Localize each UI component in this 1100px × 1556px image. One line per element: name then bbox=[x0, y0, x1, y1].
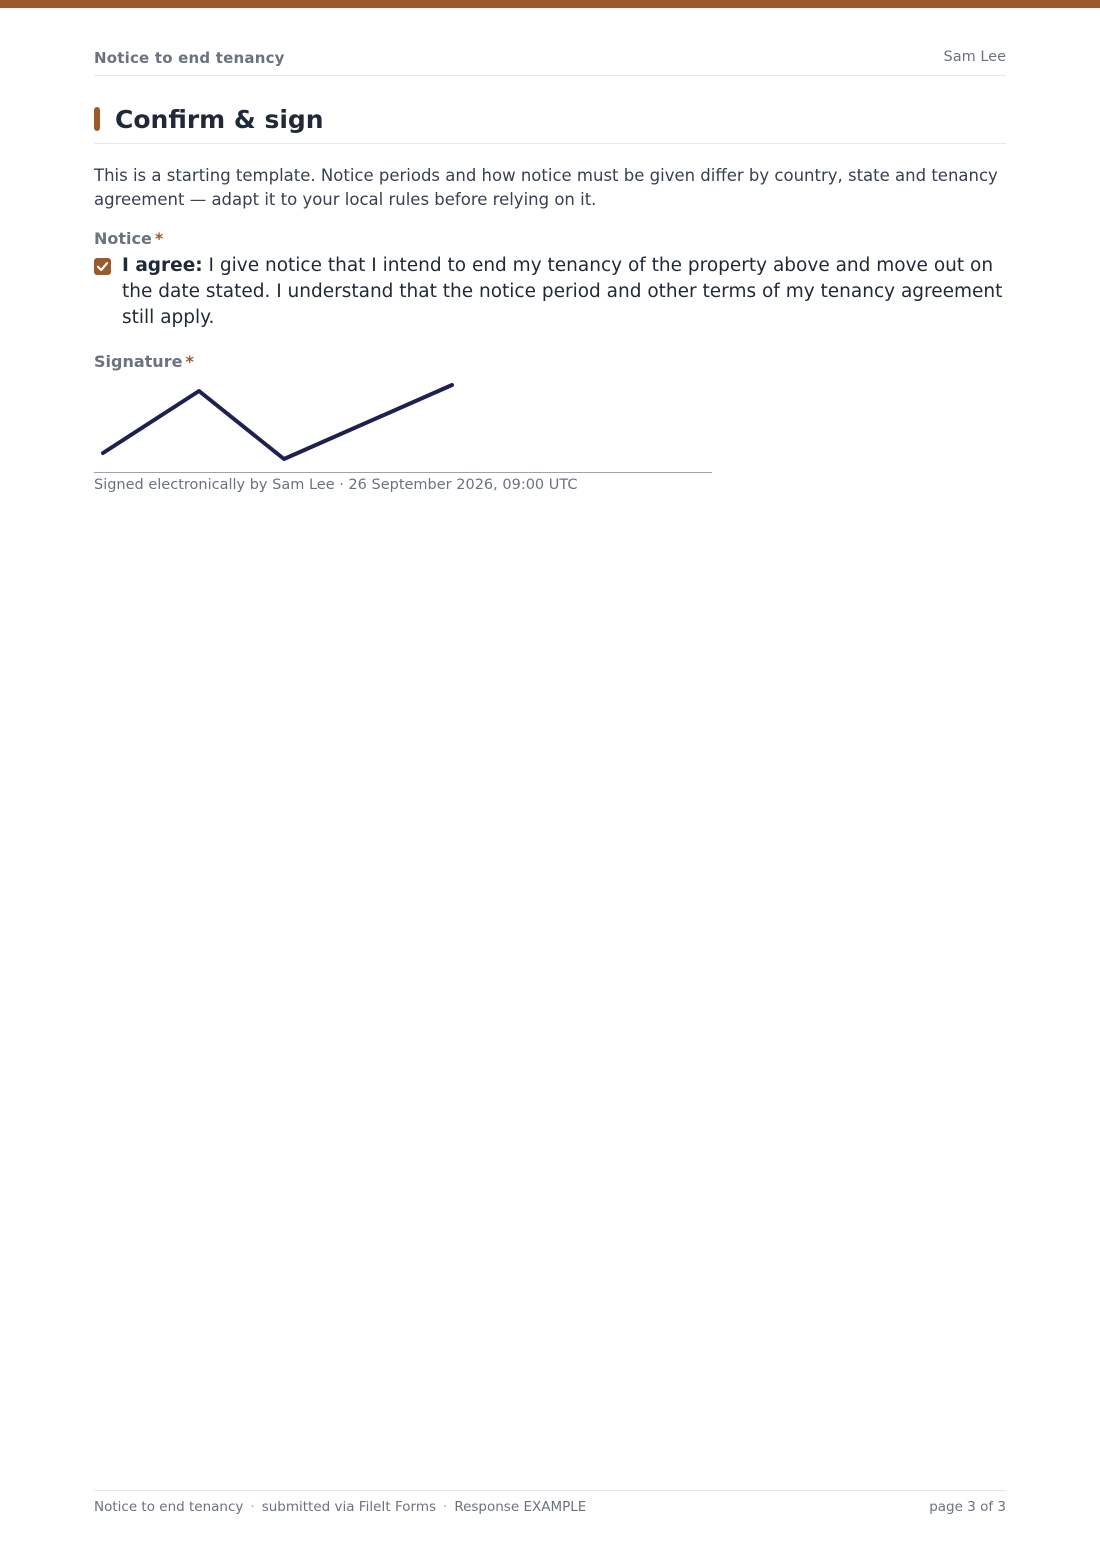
footer-separator: · bbox=[443, 1499, 448, 1515]
agree-body: I give notice that I intend to end my tenancy of the property above and move out on the date stated. I understand that the notice period and other terms of my tenancy agreement still apply. bbox=[122, 255, 1003, 328]
page-footer bbox=[94, 1490, 1006, 1520]
footer-info bbox=[94, 1499, 586, 1515]
footer-form-name: Notice to end tenancy bbox=[94, 1499, 244, 1515]
intro-text: This is a starting template. Notice periods and how notice must be given differ by country, state and tenancy agreement — adapt it to your local rules before relying on it. bbox=[94, 166, 998, 209]
section-title: Confirm & sign bbox=[115, 105, 324, 134]
signed-timestamp: Signed electronically by Sam Lee · 26 September 2026, 09:00 UTC bbox=[94, 477, 578, 493]
notice-label bbox=[94, 229, 163, 248]
page-number: page 3 of 3 bbox=[929, 1499, 1006, 1515]
section-accent-bar bbox=[94, 107, 100, 131]
notice-label-text: Notice bbox=[94, 229, 152, 248]
footer-response: Response EXAMPLE bbox=[454, 1499, 587, 1515]
form-title: Notice to end tenancy bbox=[94, 49, 285, 67]
required-mark: * bbox=[185, 352, 194, 371]
page-header bbox=[94, 47, 1006, 76]
signature-drawing bbox=[94, 378, 712, 473]
footer-service: submitted via FileIt Forms bbox=[261, 1499, 437, 1515]
signature-label bbox=[94, 352, 194, 371]
user-name: Sam Lee bbox=[943, 49, 1006, 65]
signature-label-text: Signature bbox=[94, 352, 183, 371]
required-mark: * bbox=[154, 229, 164, 248]
agree-checkbox[interactable] bbox=[94, 258, 111, 275]
top-accent-bar bbox=[0, 0, 1100, 8]
agree-statement bbox=[122, 253, 1006, 331]
agree-lead: I agree: bbox=[122, 255, 203, 276]
signature-pad[interactable] bbox=[94, 378, 712, 473]
footer-separator: · bbox=[250, 1499, 255, 1515]
checkmark-icon bbox=[94, 258, 111, 275]
section-header bbox=[94, 104, 1006, 144]
